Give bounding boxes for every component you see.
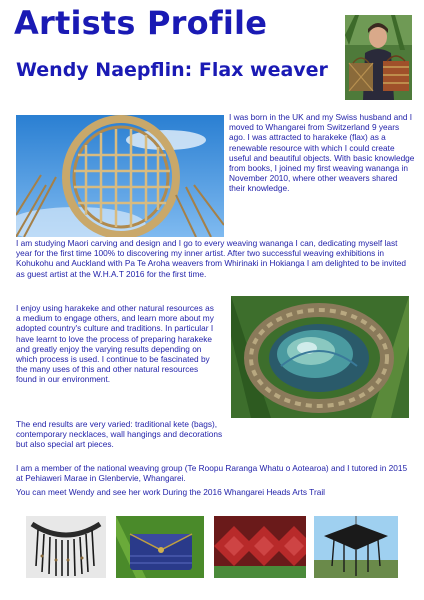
gallery-photo-red-weave — [214, 516, 306, 578]
paragraph-enjoy: I enjoy using harakeke and other natural resources as a medium to engage others, and learn more about my adopted country's culture and traditions. In particular I have learnt to love the process of preparing harakeke and greatly enjoy the varying results depending on which process is used. I continue to be fascinated by the many uses of this and other natural resources found in our environment. — [16, 303, 214, 385]
page-subtitle: Wendy Naepflin: Flax weaver — [16, 59, 328, 81]
paua-shell-weaving-photo — [231, 296, 409, 418]
gallery-photo-hanging-art — [314, 516, 398, 578]
gallery-photo-blue-kete — [116, 516, 204, 578]
paragraph-intro: I was born in the UK and my Swiss husband and I moved to Whangarei from Switzerland 9 years ago. I was attracted to harakeke (flax) as a renewable resource with which I could create useful and beautiful objects. With basic knowledge from books, I joined my first weaving wananga in November 2010, where other weavers shared their knowledge. — [229, 112, 415, 194]
paragraph-member: I am a member of the national weaving group (Te Roopu Raranga Whatu o Aotearoa) and I tutored in 2015 at Pehiaweri Marae in Glenbervie, Whangarei. — [16, 463, 408, 484]
artist-portrait-photo — [345, 15, 412, 100]
paragraph-study: I am studying Maori carving and design and I go to every weaving wananga I can, dedicating myself last year for the first time 100% to discovering my inner artist. After two successful weaving exhibitions in Kohukohu and Auckland with Pa Te Aroha weavers from Whirinaki in Hokianga I am delighted to be invited as guest artist at the W.H.A.T 2016 for the first time. — [16, 238, 407, 279]
gallery-photo-necklace — [26, 516, 106, 578]
page-title: Artists Profile — [14, 4, 268, 42]
woven-flax-sky-photo — [16, 115, 224, 237]
paragraph-meet: You can meet Wendy and see her work During the 2016 Whangarei Heads Arts Trail — [16, 487, 326, 497]
paragraph-results: The end results are very varied: traditional kete (bags), contemporary necklaces, wall hangings and decorations but also special art pieces. — [16, 419, 223, 450]
